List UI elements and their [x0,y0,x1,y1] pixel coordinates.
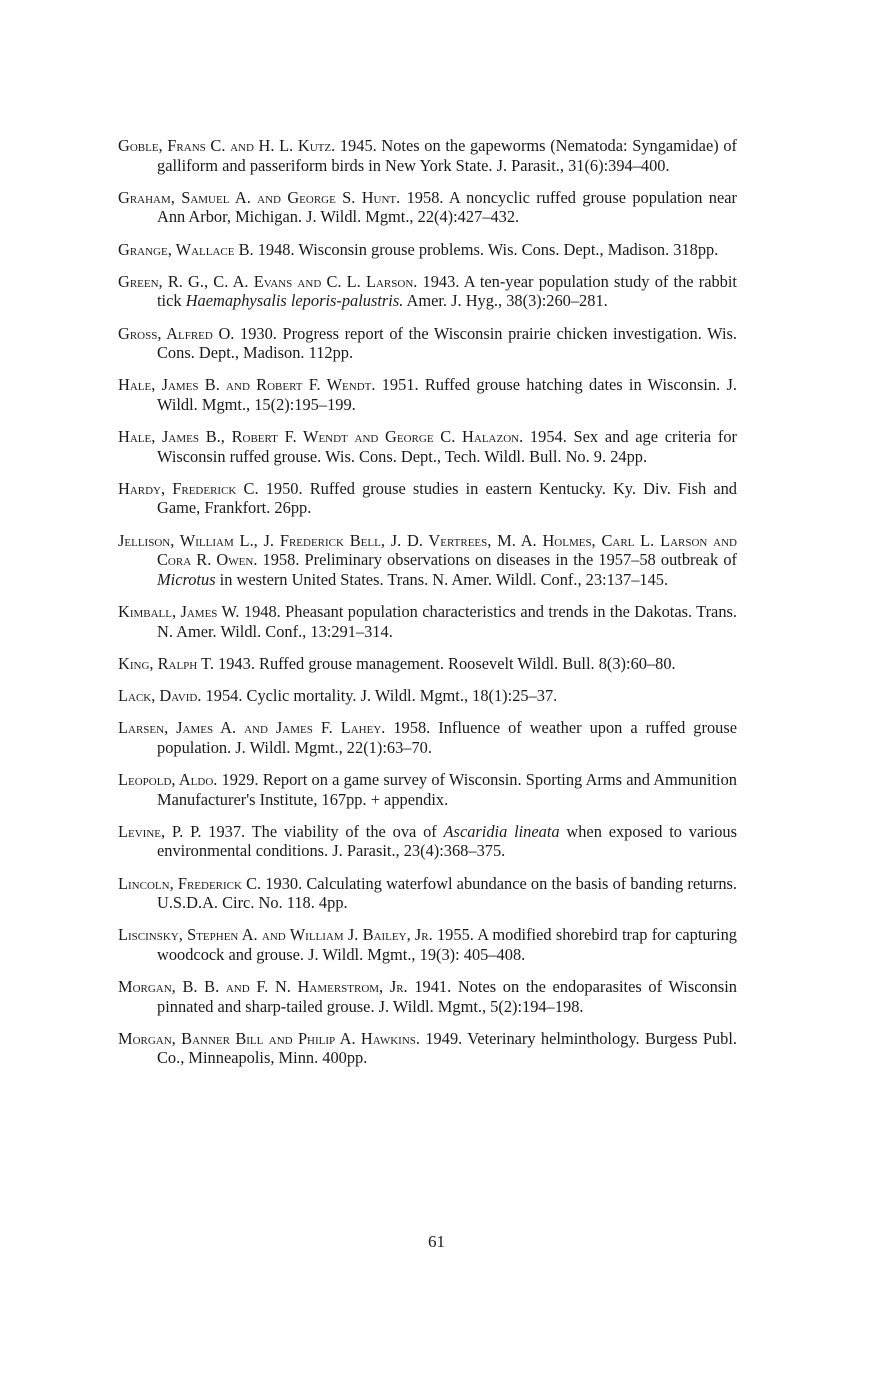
reference-citation-text: 1949. Veterinary helminthology. Burgess Publ. Co., Minneapolis, Minn. 400pp. [157,1028,737,1068]
reference-citation-text: 1954. Cyclic mortality. J. Wildl. Mgmt., 18(1):25–37. [201,686,558,705]
reference-authors: Hale, James B. and Robert F. Wendt. [118,375,376,395]
reference-citation-text: 1948. Wisconsin grouse problems. Wis. Cons. Dept., Madison. 318pp. [253,239,719,259]
reference-citation-text: 1943. Ruffed grouse management. Roosevelt Wildl. Bull. 8(3):60–80. [213,653,676,673]
reference-authors: Hale, James B., Robert F. Wendt and George C. Halazon. [118,427,524,447]
reference-authors: Graham, Samuel A. and George S. Hunt. [118,187,401,207]
reference-entry [118,136,737,175]
reference-authors: Larsen, James A. and James F. Lahey. [118,718,386,738]
reference-entry [118,925,737,964]
reference-citation-text: 1950. Ruffed grouse studies in eastern Kentucky. Ky. Div. Fish and Game, Frankfort. 26pp. [157,478,737,518]
reference-authors: Gross, Alfred O. [118,323,235,343]
reference-authors: Lincoln, Frederick C. [118,873,262,893]
reference-authors: Liscinsky, Stephen A. and William J. Bailey, Jr. [118,925,433,945]
reference-authors: Levine, P. P. [118,821,202,841]
reference-citation-text: 1958. A noncyclic ruffed grouse population near Ann Arbor, Michigan. J. Wildl. Mgmt., 22(4):427–432. [157,187,738,227]
reference-citation-text: 1958. Preliminary observations on diseases in the 1957–58 outbreak of [257,550,737,570]
reference-authors: Green, R. G., C. A. Evans and C. L. Larson. [118,271,418,291]
reference-entry [118,188,737,227]
reference-citation-text: 1951. Ruffed grouse hatching dates in Wisconsin. J. Wildl. Mgmt., 15(2):195–199. [157,375,738,414]
reference-entry [118,272,737,311]
reference-entry [118,977,737,1016]
reference-authors: Leopold, Aldo. [118,769,218,789]
reference-entry [118,686,737,706]
reference-entry [118,375,737,414]
page-number: 61 [428,1232,445,1251]
reference-citation-text: Amer. J. Hyg., 38(3):260–281. [403,291,608,311]
reference-entry [118,822,737,861]
reference-taxon-name: Microtus [157,569,216,589]
reference-citation-text: 1930. Progress report of the Wisconsin prairie chicken investigation. Wis. Cons. Dept., Madison. 112pp. [157,323,737,363]
reference-citation-text: in western United States. Trans. N. Amer. Wildl. Conf., 23:137–145. [215,569,669,589]
reference-citation-text: 1954. Sex and age criteria for Wisconsin ruffed grouse. Wis. Cons. Dept., Tech. Wildl. Bull. No. 9. 24pp. [157,427,737,466]
reference-citation-text: 1930. Calculating waterfowl abundance on the basis of banding returns. U.S.D.A. Circ. No. 118. 4pp. [157,873,737,913]
reference-authors: Lack, David. [118,686,202,705]
reference-entry [118,770,737,809]
reference-entry [118,240,737,260]
reference-entry [118,531,737,590]
reference-citation-text: 1948. Pheasant population characteristics and trends in the Dakotas. Trans. N. Amer. Wildl. Conf., 13:291–314. [157,602,737,641]
reference-taxon-name: Ascaridia lineata [443,821,560,841]
reference-entry [118,718,737,757]
reference-authors: Morgan, B. B. and F. N. Hamerstrom, Jr. [118,977,408,997]
reference-authors: Morgan, Banner Bill and Philip A. Hawkins. [118,1028,420,1048]
reference-authors: Grange, Wallace B. [118,239,254,259]
reference-list [118,136,737,1081]
reference-entry [118,602,737,641]
reference-authors: King, Ralph T. [118,653,214,673]
reference-entry [118,427,737,466]
reference-taxon-name: Haemaphysalis leporis-palustris. [185,291,404,311]
reference-citation-text: when exposed to various environmental conditions. J. Parasit., 23(4):368–375. [157,821,738,861]
reference-citation-text: 1929. Report on a game survey of Wisconsin. Sporting Arms and Ammunition Manufacturer's Institute, 167pp. + appendix. [157,769,737,809]
reference-authors: Kimball, James W. [118,602,240,622]
reference-citation-text: 1958. Influence of weather upon a ruffed grouse population. J. Wildl. Mgmt., 22(1):63–70. [157,718,738,757]
reference-citation-text: 1955. A modified shorebird trap for capturing woodcock and grouse. J. Wildl. Mgmt., 19(3): 405–408. [157,925,737,964]
reference-entry [118,1029,737,1068]
reference-entry [118,654,737,674]
reference-authors: Jellison, William L., J. Frederick Bell, J. D. Vertrees, M. A. Holmes, Carl L. Larson and Cora R. Owen. [118,530,737,570]
reference-authors: Goble, Frans C. and H. L. Kutz. [118,136,336,155]
reference-citation-text: 1937. The viability of the ova of [201,821,444,841]
reference-entry [118,324,737,363]
reference-entry [118,874,737,913]
reference-entry [118,479,737,518]
reference-citation-text: 1941. Notes on the endoparasites of Wisconsin pinnated and sharp-tailed grouse. J. Wildl. Mgmt., 5(2):194–198. [157,977,737,1016]
reference-citation-text: 1943. A ten-year population study of the rabbit tick [157,271,737,311]
reference-citation-text: 1945. Notes on the gapeworms (Nematoda: Syngamidae) of galliform and passeriform birds in New York State. J. Parasit., 31(6):394–400. [157,136,737,175]
reference-authors: Hardy, Frederick C. [118,478,259,498]
